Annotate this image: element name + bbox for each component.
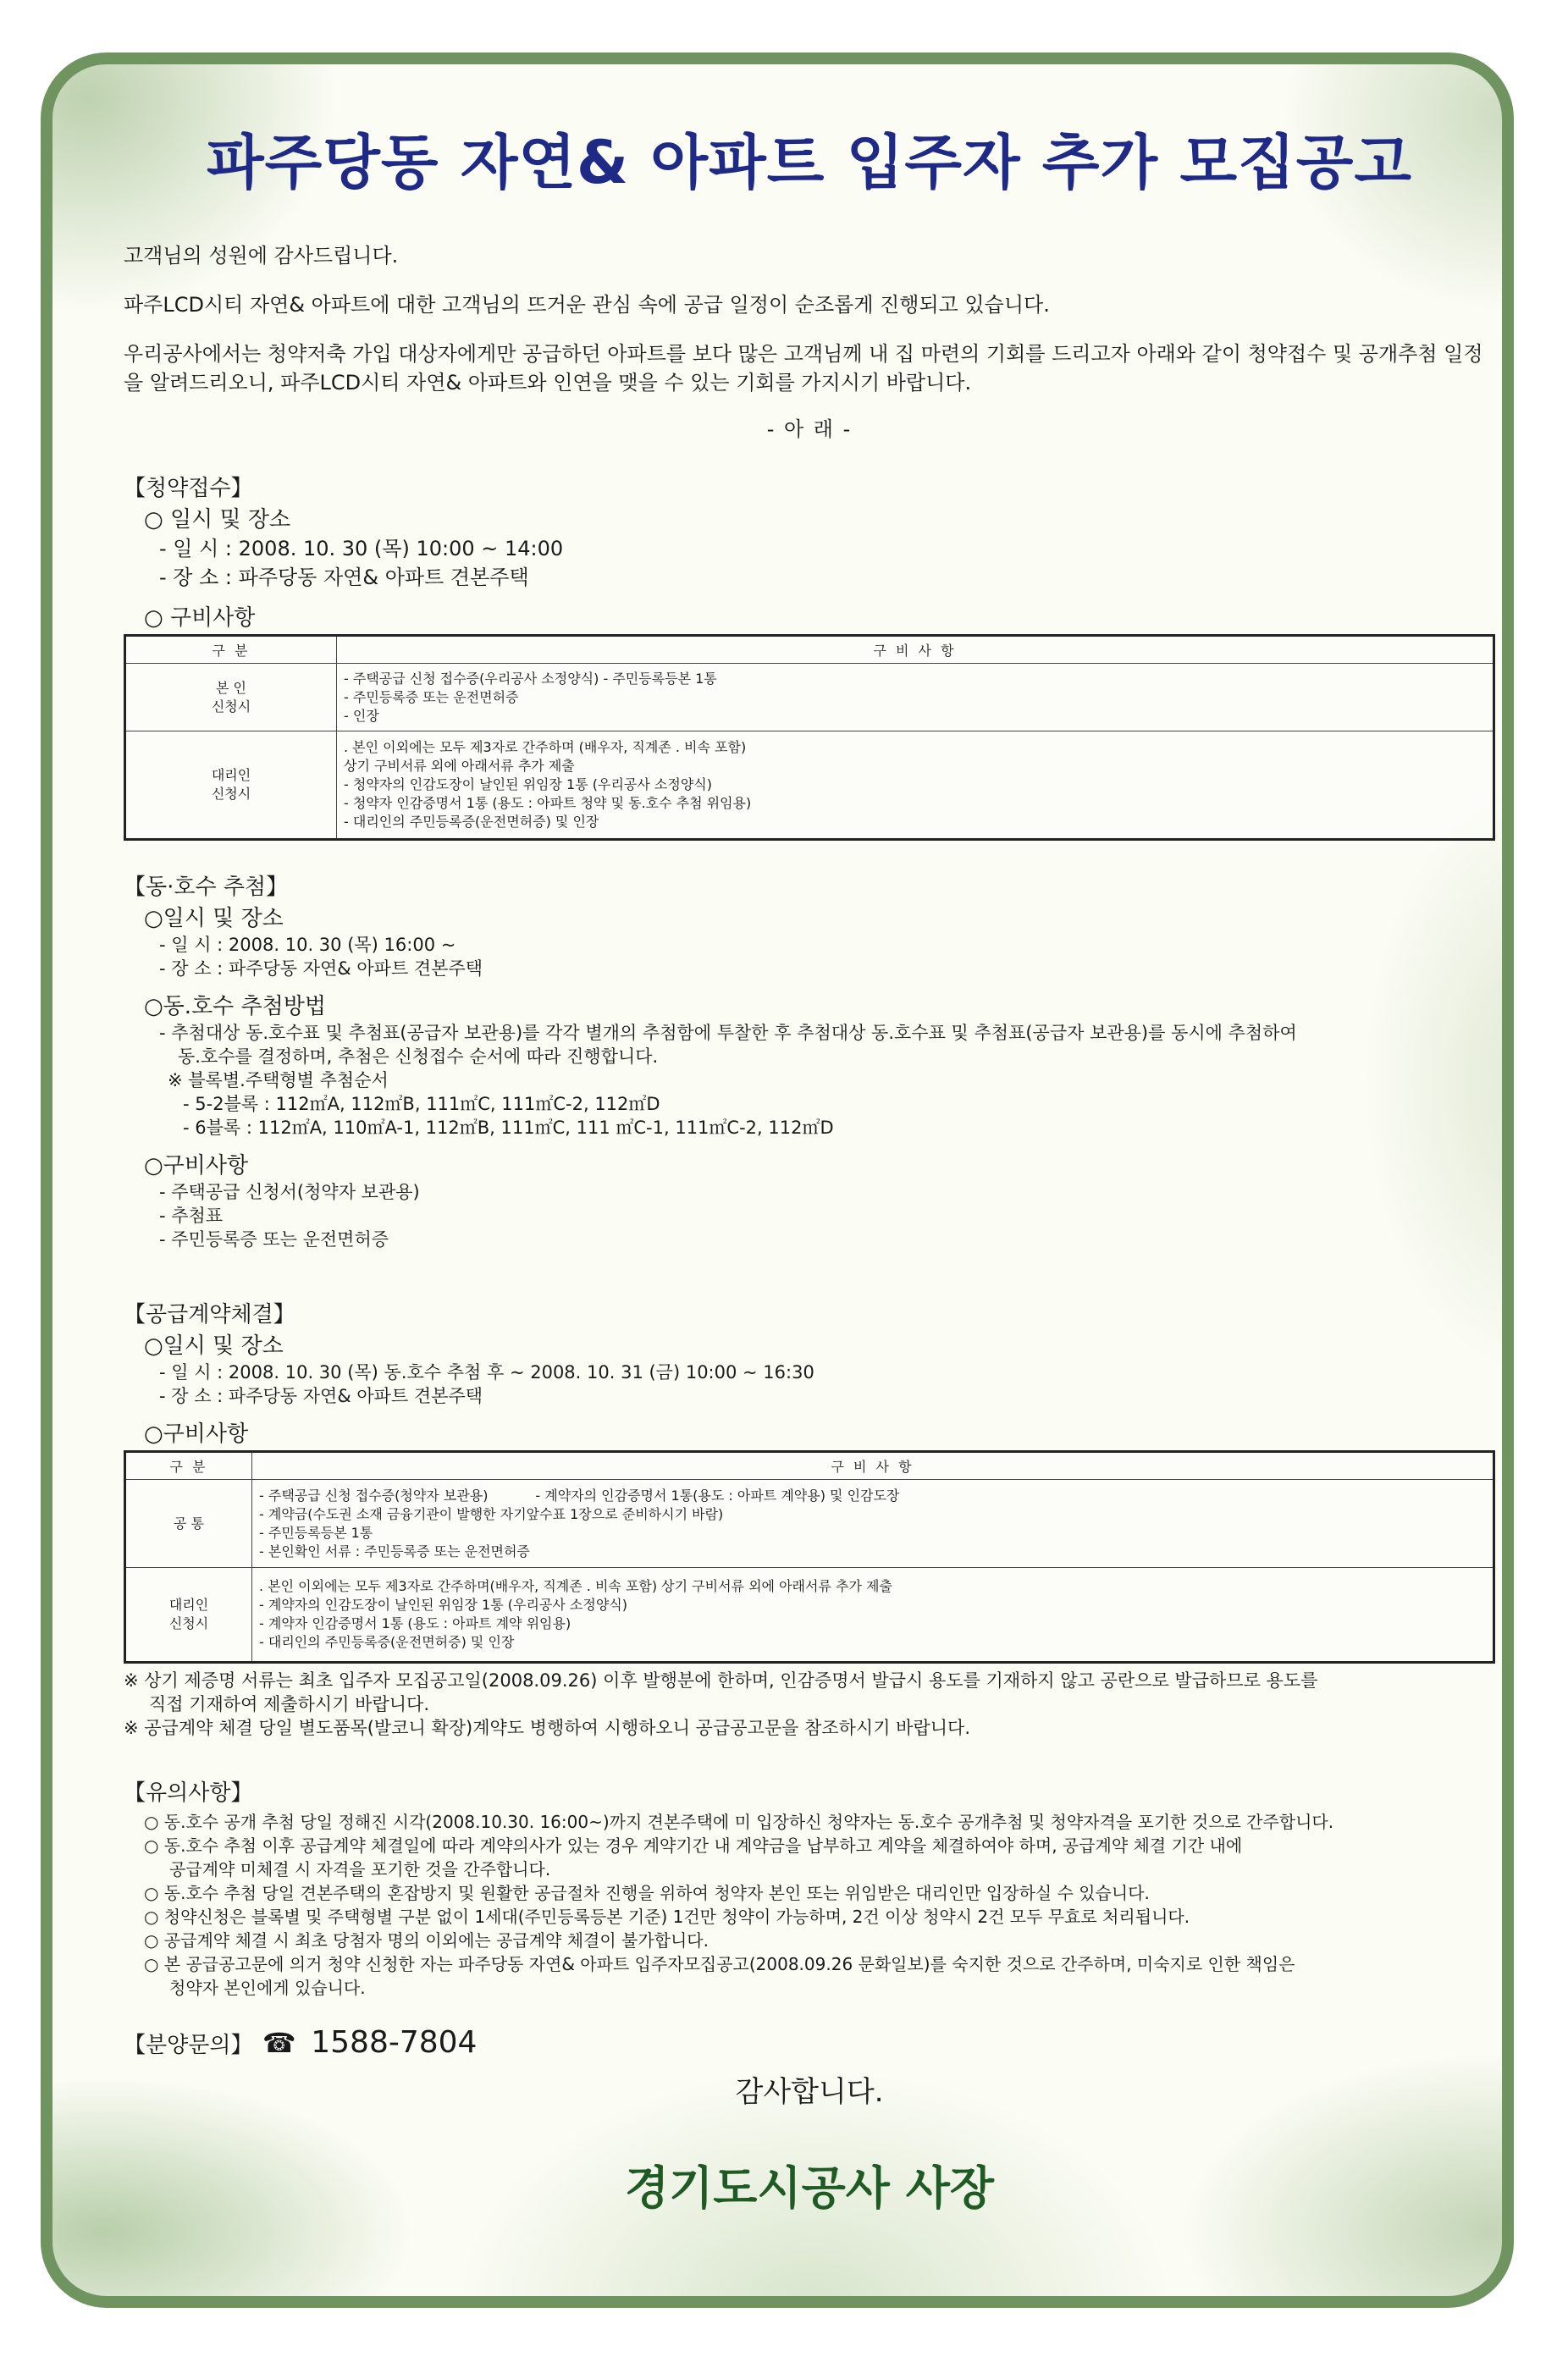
schedule-date: - 일 시 : 2008. 10. 30 (목) 10:00 ~ 14:00 xyxy=(159,537,564,560)
section-header: 【공급계약체결】 xyxy=(124,1302,295,1328)
row-items: . 본인 이외에는 모두 제3자로 간주하며 (배우자, 직계존 . 비속 포함) 상기 구비서류 외에 아래서류 추가 제출 - 청약자의 인감도장이 날인된 위임장 1통 (우리공사 소정양식) - 청약자 인감증명서 1통 (용도 : 아파트 청약 및 동.호수 추첨 위임용) - 대리인의 주민등록증(운전면허증) 및 인장 xyxy=(337,731,1494,840)
telephone-icon: ☎ xyxy=(262,2027,296,2059)
row-label: 본 인 신청시 xyxy=(125,664,337,731)
sub-heading: ○일시 및 장소 xyxy=(144,1333,284,1359)
notice-note: ※ 공급계약 체결 당일 별도품목(발코니 확장)계약도 병행하여 시행하오니 공급공고문을 참조하시기 바랍니다. xyxy=(124,1718,970,1738)
list-item: ○ 동.호수 추첨 이후 공급계약 체결일에 따라 계약의사가 있는 경우 계약기간 내 계약금을 납부하고 계약을 체결하여야 하며, 공급계약 체결 기간 내에 xyxy=(144,1835,1243,1856)
list-item: - 주민등록증 또는 운전면허증 xyxy=(159,1229,389,1250)
row-items: . 본인 이외에는 모두 제3자로 간주하며(배우자, 직계존 . 비속 포함) 상기 구비서류 외에 아래서류 추가 제출 - 계약자의 인감도장이 날인된 위임장 1통 (우리공사 소정양식) - 계약자 인감증명서 1통 (용도 : 아파트 계약 위임용) - 대리인의 주민등록증(운전면허증) 및 인장 xyxy=(252,1568,1494,1663)
schedule-date: - 일 시 : 2008. 10. 30 (목) 16:00 ~ xyxy=(159,935,456,955)
table-row xyxy=(125,664,1494,731)
list-item: - 주택공급 신청서(청약자 보관용) xyxy=(159,1182,420,1202)
row-label: 대리인 신청시 xyxy=(125,731,337,840)
contact-phone: 1588-7804 xyxy=(311,2025,478,2060)
schedule-place: - 장 소 : 파주당동 자연& 아파트 견본주택 xyxy=(159,566,529,589)
list-item: 공급계약 미체결 시 자격을 포기한 것을 간주합니다. xyxy=(169,1859,551,1879)
notice-content xyxy=(124,115,1495,2217)
draw-method: 동.호수를 결정하며, 추첨은 신청접수 순서에 따라 진행합니다. xyxy=(178,1046,659,1067)
section-header: 【유의사항】 xyxy=(124,1780,253,1806)
intro-greeting: 고객님의 성원에 감사드립니다. xyxy=(124,244,399,268)
signature: 경기도시공사 사장 xyxy=(624,2161,995,2215)
section-cautions xyxy=(124,1775,1495,2000)
table-header: 구 분 xyxy=(125,1452,252,1480)
intro-paragraph-2: 우리공사에서는 청약저축 가입 대상자에게만 공급하던 아파트를 보다 많은 고객님께 내 집 마련의 기회를 드리고자 아래와 같이 청약접수 및 공개추첨 일정을 알려드리오니, 파주LCD시티 자연& 아파트와 인연을 맺을 수 있는 기회를 가지시기 바랍니다. xyxy=(124,342,1483,395)
contact-label: 【분양문의】 xyxy=(124,2033,253,2058)
page-title: 파주당동 자연& 아파트 입주자 추가 모집공고 xyxy=(206,128,1413,197)
section-subscription xyxy=(124,471,1495,841)
center-mark: - 아 래 - xyxy=(766,417,853,441)
schedule-place: - 장 소 : 파주당동 자연& 아파트 견본주택 xyxy=(159,1386,483,1406)
schedule-place: - 장 소 : 파주당동 자연& 아파트 견본주택 xyxy=(159,958,483,979)
list-item: ○ 공급계약 체결 시 최초 당첨자 명의 이외에는 공급계약 체결이 불가합니다. xyxy=(144,1930,709,1951)
section-contract xyxy=(124,1297,1495,1740)
list-item: ○ 본 공급공고문에 의거 청약 신청한 자는 파주당동 자연& 아파트 입주자모집공고(2008.09.26 문화일보)를 숙지한 것으로 간주하며, 미숙지로 인한 책임은 xyxy=(144,1954,1295,1974)
section-header: 【청약접수】 xyxy=(124,476,253,501)
sub-heading: ○ 일시 및 장소 xyxy=(144,507,291,533)
sub-heading: ○동.호수 추첨방법 xyxy=(144,994,327,1019)
notice-note: ※ 상기 제증명 서류는 최초 입주자 모집공고일(2008.09.26) 이후 발행분에 한하며, 인감증명서 발급시 용도를 기재하지 않고 공란으로 발급하므로 용도를 xyxy=(124,1670,1318,1691)
draw-method: - 추첨대상 동.호수표 및 추첨표(공급자 보관용)를 각각 별개의 추첨함에 투찰한 후 추첨대상 동.호수표 및 추첨표(공급자 보관용)를 동시에 추첨하여 xyxy=(159,1023,1297,1043)
sub-heading: ○ 구비사항 xyxy=(144,605,256,631)
schedule-date: - 일 시 : 2008. 10. 30 (목) 동.호수 추첨 후 ~ 2008. 10. 31 (금) 10:00 ~ 16:30 xyxy=(159,1362,814,1383)
table-row xyxy=(125,1480,1494,1568)
table-header: 구 분 xyxy=(125,636,337,664)
closing-thanks: 감사합니다. xyxy=(735,2075,884,2109)
requirements-table xyxy=(124,634,1495,841)
intro-paragraph-1: 파주LCD시티 자연& 아파트에 대한 고객님의 뜨거운 관심 속에 공급 일정이 순조롭게 진행되고 있습니다. xyxy=(124,293,1050,317)
table-header: 구 비 사 항 xyxy=(252,1452,1494,1480)
sub-heading: ○구비사항 xyxy=(144,1421,249,1447)
list-item: ○ 청약신청은 블록별 및 주택형별 구분 없이 1세대(주민등록등본 기준) 1건만 청약이 가능하며, 2건 이상 청약시 2건 모두 무효로 처리됩니다. xyxy=(144,1907,1190,1927)
row-items: - 주택공급 신청 접수증(청약자 보관용) - 계약자의 인감증명서 1통(용도 : 아파트 계약용) 및 인감도장 - 계약금(수도권 소재 금융기관이 발행한 자기앞수표 1장으로 준비하시기 바람) - 주민등록등본 1통 - 본인확인 서류 : 주민등록증 또는 운전면허증 xyxy=(252,1480,1494,1568)
list-item: 청약자 본인에게 있습니다. xyxy=(169,1978,366,1998)
section-header: 【동·호수 추첨】 xyxy=(124,875,289,900)
table-row xyxy=(125,1568,1494,1663)
table-header: 구 비 사 항 xyxy=(337,636,1494,664)
draw-order: - 5-2블록 : 112㎡A, 112㎡B, 111㎡C, 111㎡C-2, 112㎡D xyxy=(183,1094,660,1114)
table-row xyxy=(125,731,1494,840)
requirements-table xyxy=(124,1450,1495,1664)
section-unit-draw xyxy=(124,869,1495,1251)
sub-heading: ○일시 및 장소 xyxy=(144,906,284,931)
notice-note: 직접 기재하여 제출하시기 바랍니다. xyxy=(149,1694,429,1714)
sub-heading: ○구비사항 xyxy=(144,1153,249,1178)
poster-frame xyxy=(41,52,1514,2308)
draw-order: - 6블록 : 112㎡A, 110㎡A-1, 112㎡B, 111㎡C, 111 ㎡C-1, 111㎡C-2, 112㎡D xyxy=(183,1118,834,1138)
list-item: - 추첨표 xyxy=(159,1206,224,1226)
row-label: 공 통 xyxy=(125,1480,252,1568)
list-item: ○ 동.호수 공개 추첨 당일 정해진 시각(2008.10.30. 16:00~)까지 견본주택에 미 입장하신 청약자는 동.호수 공개추첨 및 청약자격을 포기한 것으로 간주합니다. xyxy=(144,1812,1334,1832)
row-label: 대리인 신청시 xyxy=(125,1568,252,1663)
row-items: - 주택공급 신청 접수증(우리공사 소정양식) - 주민등록등본 1통 - 주민등록증 또는 운전면허증 - 인장 xyxy=(337,664,1494,731)
contact-line xyxy=(124,2025,1495,2060)
draw-order-title: ※ 블록별.주택형별 추첨순서 xyxy=(168,1070,389,1090)
list-item: ○ 동.호수 추첨 당일 견본주택의 혼잡방지 및 원활한 공급절차 진행을 위하여 청약자 본인 또는 위임받은 대리인만 입장하실 수 있습니다. xyxy=(144,1883,1150,1903)
